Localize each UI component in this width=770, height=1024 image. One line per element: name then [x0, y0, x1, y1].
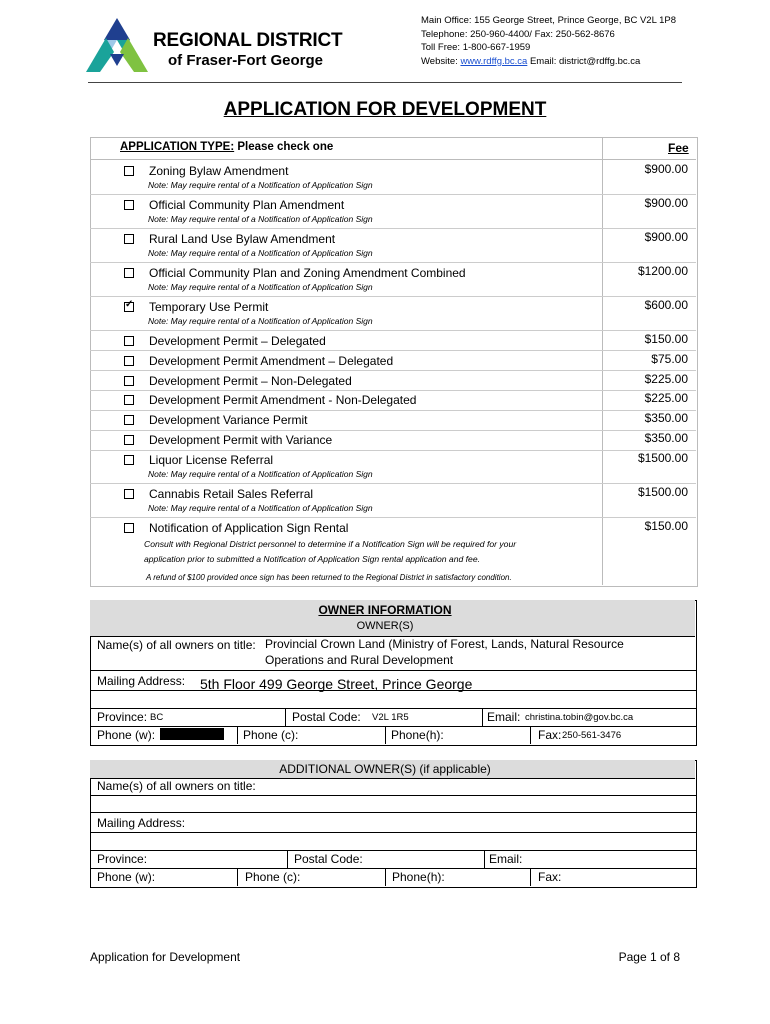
checkbox[interactable]	[124, 268, 134, 278]
cell-divider	[530, 868, 531, 886]
cell-divider	[237, 726, 238, 744]
cell-divider	[237, 868, 238, 886]
application-type-option[interactable]	[124, 393, 416, 407]
table-header-divider	[90, 159, 696, 160]
application-type-note: Note: May require rental of a Notification of Application Sign	[148, 248, 373, 258]
row-divider	[90, 296, 696, 297]
owner-province-label: Province:	[97, 710, 148, 724]
application-type-option-label: Development Variance Permit	[149, 413, 308, 427]
application-type-label	[120, 141, 333, 153]
application-type-label-rest: Please check one	[234, 141, 334, 153]
application-type-fee: $1500.00	[637, 451, 688, 465]
additional-fax-label: Fax:	[538, 870, 562, 884]
website-label: Website:	[421, 55, 461, 67]
application-type-option-label: Development Permit – Non-Delegated	[149, 374, 352, 388]
checkbox[interactable]	[124, 415, 134, 425]
checkbox[interactable]	[124, 200, 134, 210]
application-type-option[interactable]	[124, 198, 344, 212]
application-type-option[interactable]	[124, 521, 348, 535]
checkbox[interactable]	[124, 455, 134, 465]
application-type-note: Note: May require rental of a Notification of Application Sign	[148, 180, 373, 190]
owner-postal-field[interactable]: V2L 1R5	[372, 712, 409, 723]
owner-phone-c-label: Phone (c):	[243, 728, 299, 742]
contact-toll-free: Toll Free: 1-800-667-1959	[421, 42, 531, 53]
checkbox[interactable]	[124, 376, 134, 386]
application-type-fee: $75.00	[651, 352, 688, 366]
contact-web-email	[421, 55, 676, 69]
checkbox[interactable]	[124, 523, 134, 533]
checkbox[interactable]	[124, 489, 134, 499]
application-type-option[interactable]	[124, 334, 326, 348]
application-type-note: Note: May require rental of a Notification of Application Sign	[148, 316, 373, 326]
application-type-option-label: Rural Land Use Bylaw Amendment	[149, 232, 336, 246]
contact-address: Main Office: 155 George Street, Prince George, BC V2L 1P8	[421, 15, 677, 26]
owner-email-field[interactable]: christina.tobin@gov.bc.ca	[525, 712, 634, 723]
application-type-option[interactable]	[124, 164, 288, 178]
application-type-fee: $1200.00	[637, 264, 688, 278]
application-type-option-label: Development Permit Amendment – Delegated	[149, 354, 394, 368]
application-type-option-label: Liquor License Referral	[149, 453, 274, 467]
application-type-note: Note: May require rental of a Notification of Application Sign	[148, 469, 373, 479]
footer-title: Application for Development	[90, 950, 241, 964]
application-type-option-label: Official Community Plan Amendment	[149, 198, 345, 212]
org-subtitle: of Fraser-Fort George	[168, 52, 324, 69]
owner-information-subtitle: OWNER(S)	[356, 620, 414, 632]
owner-names-field[interactable]: Provincial Crown Land (Ministry of Forest, Lands, Natural Resource	[265, 637, 624, 651]
additional-postal-label: Postal Code:	[294, 852, 363, 866]
application-type-option-label: Development Permit – Delegated	[149, 334, 326, 348]
row-divider	[90, 708, 696, 709]
checkbox-checked[interactable]	[124, 302, 134, 312]
owner-postal-label: Postal Code:	[292, 710, 361, 724]
row-divider	[90, 483, 696, 484]
additional-phone-c-label: Phone (c):	[245, 870, 301, 884]
row-divider	[90, 850, 696, 851]
application-type-option-label: Development Permit Amendment - Non-Delegated	[149, 393, 417, 407]
application-type-option[interactable]	[124, 300, 268, 314]
row-divider	[90, 832, 696, 833]
application-type-option[interactable]	[124, 433, 332, 447]
application-type-fee: $350.00	[644, 411, 688, 425]
application-type-option-label: Zoning Bylaw Amendment	[149, 164, 289, 178]
row-divider	[90, 812, 696, 813]
header-divider	[88, 82, 682, 83]
owner-names-label: Name(s) of all owners on title:	[97, 638, 256, 652]
row-divider	[90, 450, 696, 451]
owner-fax-field[interactable]: 250-561-3476	[562, 730, 622, 741]
cell-divider	[385, 726, 386, 744]
cell-divider	[482, 708, 483, 726]
application-type-note: Note: May require rental of a Notification of Application Sign	[148, 503, 373, 513]
application-type-option-label: Official Community Plan and Zoning Amendment Combined	[149, 266, 466, 280]
row-divider	[90, 726, 696, 727]
additional-owner-title: ADDITIONAL OWNER(S) (if applicable)	[279, 762, 491, 776]
additional-province-label: Province:	[97, 852, 148, 866]
owner-phone-h-label: Phone(h):	[391, 728, 444, 742]
rdffg-logo-icon	[86, 18, 148, 74]
row-divider	[90, 670, 696, 671]
row-divider	[90, 390, 696, 391]
row-divider	[90, 262, 696, 263]
checkbox[interactable]	[124, 166, 134, 176]
row-divider	[90, 410, 696, 411]
application-type-option[interactable]	[124, 413, 308, 427]
checkbox[interactable]	[124, 234, 134, 244]
application-type-option-label: Cannabis Retail Sales Referral	[149, 487, 314, 501]
owner-mailing-label: Mailing Address:	[97, 674, 186, 688]
additional-phone-h-label: Phone(h):	[392, 870, 445, 884]
cell-divider	[385, 868, 386, 886]
owner-province-field[interactable]: BC	[150, 712, 164, 723]
row-divider	[90, 690, 696, 691]
checkbox[interactable]	[124, 356, 134, 366]
application-type-fee: $150.00	[644, 519, 688, 533]
row-divider	[90, 350, 696, 351]
consult-note-line2: application prior to submitted a Notification of Application Sign rental application and fee.	[144, 554, 480, 564]
row-divider	[90, 795, 696, 796]
application-type-option-label: Temporary Use Permit	[149, 300, 269, 314]
application-type-fee: $600.00	[644, 298, 688, 312]
owner-information-title: OWNER INFORMATION	[318, 603, 452, 617]
row-divider	[90, 330, 696, 331]
additional-phone-w-label: Phone (w):	[97, 870, 156, 884]
application-type-fee: $1500.00	[637, 485, 688, 499]
application-type-label-bold: APPLICATION TYPE:	[120, 141, 235, 153]
row-divider	[90, 194, 696, 195]
checkbox[interactable]	[124, 435, 134, 445]
cell-divider	[484, 850, 485, 868]
additional-names-label: Name(s) of all owners on title:	[97, 779, 256, 793]
application-type-option[interactable]	[124, 453, 273, 467]
owner-email-label: Email:	[487, 710, 521, 724]
email-text: Email: district@rdffg.bc.ca	[527, 55, 641, 67]
checkbox[interactable]	[124, 336, 134, 346]
owner-phone-w-label: Phone (w):	[97, 728, 156, 742]
cell-divider	[530, 726, 531, 744]
fee-header: Fee	[668, 141, 689, 155]
application-type-option[interactable]	[124, 354, 393, 368]
consult-note-line1: Consult with Regional District personnel to determine if a Notification Sign will be required for your	[144, 539, 517, 549]
application-type-fee: $225.00	[644, 391, 688, 405]
contact-telephone: Telephone: 250-960-4400/ Fax: 250-562-8676	[421, 28, 615, 40]
application-type-option-label: Development Permit with Variance	[149, 433, 333, 447]
additional-mailing-label: Mailing Address:	[97, 816, 186, 830]
row-divider	[90, 370, 696, 371]
application-type-note: Note: May require rental of a Notification of Application Sign	[148, 282, 373, 292]
redacted-phone-field[interactable]	[160, 728, 224, 740]
application-type-option[interactable]	[124, 232, 335, 246]
cell-divider	[287, 850, 288, 868]
additional-email-label: Email:	[489, 852, 523, 866]
row-divider	[90, 430, 696, 431]
org-name: REGIONAL DISTRICT	[153, 30, 343, 51]
application-type-option[interactable]	[124, 266, 466, 280]
page-title: APPLICATION FOR DEVELOPMENT	[223, 99, 547, 120]
row-divider	[90, 517, 696, 518]
application-type-option[interactable]	[124, 487, 313, 501]
cell-divider	[285, 708, 286, 726]
application-type-fee: $900.00	[644, 230, 688, 244]
checkbox[interactable]	[124, 395, 134, 405]
application-type-note: Note: May require rental of a Notification of Application Sign	[148, 214, 373, 224]
application-type-fee: $225.00	[644, 372, 688, 386]
owner-mailing-field[interactable]: 5th Floor 499 George Street, Prince George	[200, 676, 473, 692]
website-link[interactable]: www.rdffg.bc.ca	[460, 55, 528, 67]
row-divider	[90, 228, 696, 229]
application-type-fee: $350.00	[644, 431, 688, 445]
application-type-fee: $900.00	[644, 196, 688, 210]
footer-page-number: Page 1 of 8	[618, 950, 680, 964]
contact-block	[421, 14, 676, 68]
consult-note	[144, 537, 604, 567]
application-type-option[interactable]	[124, 374, 352, 388]
owner-fax-label: Fax:	[538, 728, 562, 742]
application-type-fee: $900.00	[644, 162, 688, 176]
row-divider	[90, 868, 696, 869]
refund-note: A refund of $100 provided once sign has been returned to the Regional District in satisfactory condition.	[146, 573, 512, 582]
application-type-fee: $150.00	[644, 332, 688, 346]
owner-names-field-line2[interactable]: Operations and Rural Development	[265, 653, 454, 667]
application-type-option-label: Notification of Application Sign Rental	[149, 521, 349, 535]
